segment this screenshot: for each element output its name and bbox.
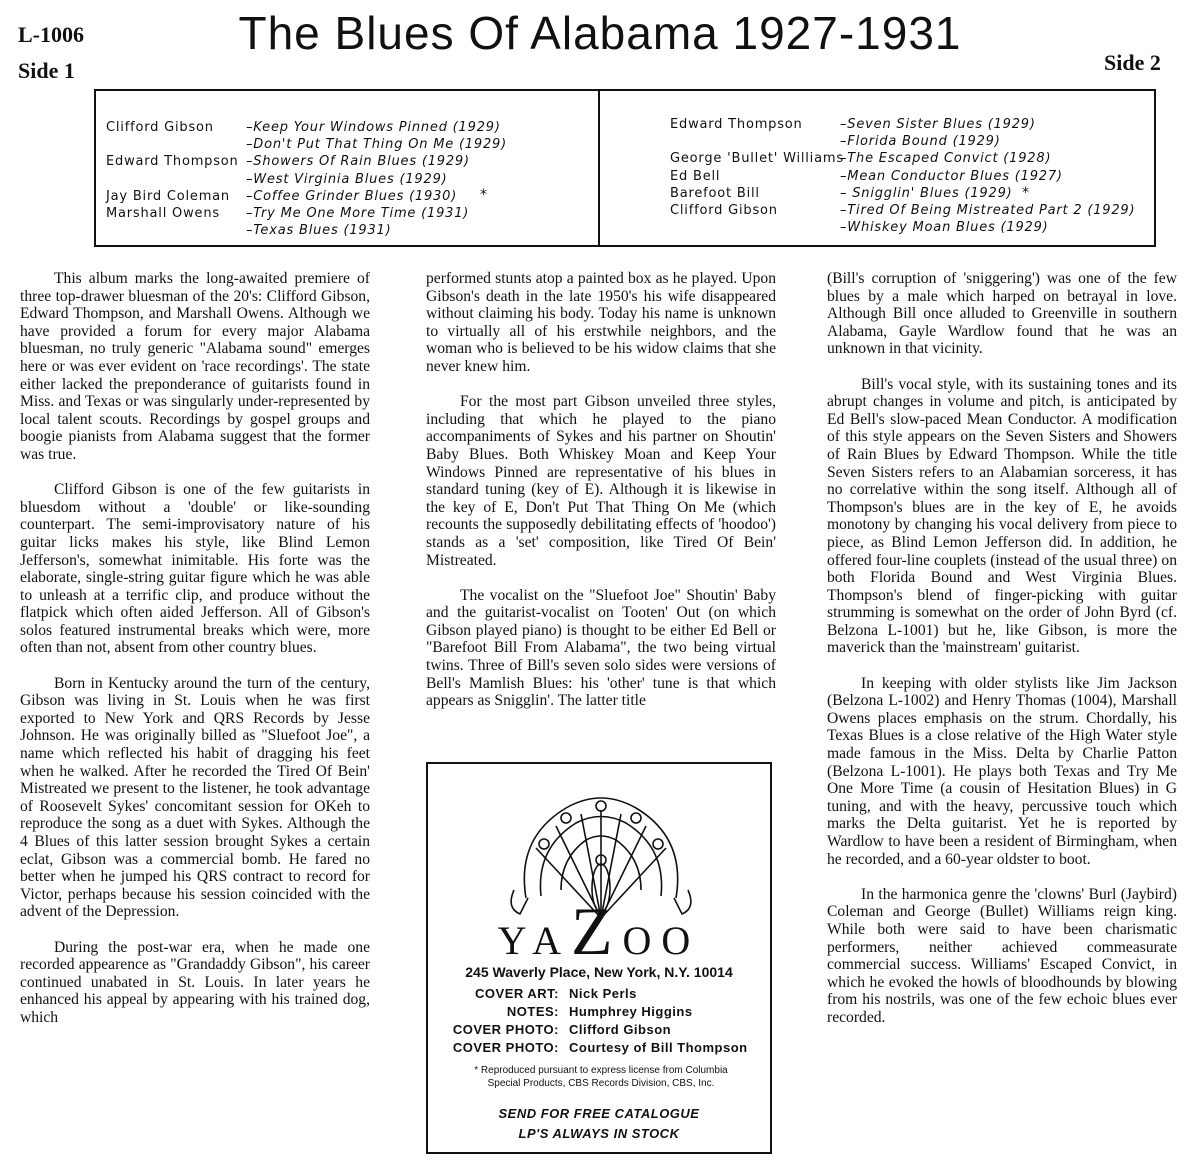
notes-column-3	[827, 270, 1177, 1162]
track-artist	[670, 133, 844, 150]
side2-artists	[670, 116, 844, 236]
credit-line	[428, 1022, 770, 1037]
track-artist	[106, 222, 239, 239]
track-artist	[106, 136, 239, 153]
track-title: –Mean Conductor Blues (1927)	[840, 168, 1063, 184]
track-artist: Jay Bird Coleman	[106, 188, 230, 204]
notes-paragraph: performed stunts atop a painted box as he played. Upon Gibson's death in the late 1950's his wife disappeared without claiming his body. Today his name is unknown to virtually all of his erstwhile neighbors, and the woman who is believed to be his widow claims that she never knew him.	[426, 270, 776, 375]
asterisk-marker: *	[480, 187, 487, 203]
credit-value: Courtesy of Bill Thompson	[569, 1040, 748, 1055]
notes-paragraph: In the harmonica genre the 'clowns' Burl (Jaybird) Coleman and George (Bullet) Williams reign king. While both were said to have been charismatic performers, neither achieved commeasurate commercial success. Williams' Escaped Convict, in which he evoked the howls of bloodhounds by blowing from his nostrils, was one of the few echoic blues ever recorded.	[827, 885, 1177, 1026]
credit-line	[428, 1040, 770, 1055]
notes-paragraph: This album marks the long-awaited premiere of three top-drawer bluesman of the 20's: Clifford Gibson, Edward Thompson, and Marshall Owens. Although we have provided a forum for every major Alabama bluesman, no truly generic "Alabama sound" emerges here or was ever evident on 'race recordings'. The state either lacked the preponderance of guitarists found in Miss. and Texas or was singularly under-represented by local talent scouts. Recordings by gospel groups and boogie pianists from Alabama suggest that the former was true.	[20, 270, 370, 463]
tracklist-box	[94, 89, 1156, 247]
catalogue-offer: SEND FOR FREE CATALOGUE	[498, 1106, 700, 1121]
track-title: – Snigglin' Blues (1929)	[840, 185, 1013, 201]
track-title: –Seven Sister Blues (1929)	[840, 117, 1036, 132]
license-notice: * Reproduced pursuant to express license from Columbia Special Products, CBS Records Division, CBS, Inc.	[474, 1065, 728, 1089]
track-artist: Ed Bell	[670, 168, 721, 184]
track-title: –Coffee Grinder Blues (1930)	[246, 188, 458, 204]
credit-value: Nick Perls	[569, 986, 637, 1001]
stock-notice: LP'S ALWAYS IN STOCK	[518, 1126, 680, 1141]
track-artist: Edward Thompson	[106, 154, 239, 170]
logo-text-left: YA	[497, 918, 571, 963]
track-title: –Texas Blues (1931)	[246, 223, 392, 239]
catalog-number: L-1006	[18, 22, 84, 47]
credit-value: Humphrey Higgins	[569, 1004, 693, 1019]
notes-column-2	[426, 270, 776, 750]
track-artist: George 'Bullet' Williams	[670, 151, 844, 167]
notes-paragraph: Born in Kentucky around the turn of the century, Gibson was living in St. Louis when he was first exported to New York and QRS Records by Jesse Johnson. He was originally billed as "Sluefoot Joe", a name which reflected his habit of dragging his feet when he walked. After he recorded the Tired Of Bein' Mistreated we present to the listener, he took advantage of Roosevelt Sykes' concomitant session for OKeh to reproduce the song as a duet with Sykes. Although the 4 Blues of this latter session brought Sykes a certain eclat, Gibson was a commercial bomb. He fared no better when he jumped his QRS contract to record for Victor, perhaps because his session coincided with the advent of the Depression.	[20, 674, 370, 921]
track-title: –Showers Of Rain Blues (1929)	[246, 154, 470, 170]
notes-paragraph: During the post-war era, when he made one recorded appearence as "Grandaddy Gibson", his career continued unabated in St. Louis. In later years he enhanced his appeal by appearing with his trained dog, which	[20, 938, 370, 1026]
logo-text-z: Z	[571, 893, 623, 969]
track-title: –West Virginia Blues (1929)	[246, 171, 448, 187]
label-ad-box	[426, 762, 772, 1154]
notes-paragraph: (Bill's corruption of 'sniggering') was one of the few blues by a male which harped on betrayal in love. Although Bill once alluded to Greenville in southern Alabama, Gayle Wardlow found that he was an unknown in that vicinity.	[827, 270, 1177, 358]
yazoo-logo	[428, 892, 770, 971]
notes-paragraph: The vocalist on the "Sluefoot Joe" Shoutin' Baby and the guitarist-vocalist on Tooten' Out (on which Gibson played piano) is thought to be either Ed Bell or "Barefoot Bill From Alabama", the two being virtual twins. Three of Bill's seven solo sides were versions of Bell's Mamlish Blues: his 'other' tune is that which appears as Snigglin'. The latter title	[426, 586, 776, 710]
side-1-label: Side 1	[18, 58, 75, 83]
track-artist: Clifford Gibson	[106, 120, 214, 135]
track-title: –Florida Bound (1929)	[840, 134, 1001, 150]
notes-paragraph: Clifford Gibson is one of the few guitarists in bluesdom without a 'double' or like-sounding counterpart. The semi-improvisatory nature of his guitar licks makes his style, like Blind Lemon Jefferson's, somewhat inimitable. His forte was the elaborate, single-string guitar figure which he was able to unleash at a terrific clip, and produce without the flatpick which often aided Jefferson. All of Gibson's solos featured instrumental breaks which were, more often than not, absent from other country blues.	[20, 481, 370, 657]
track-artist: Edward Thompson	[670, 117, 803, 132]
notes-column-1	[20, 270, 370, 1162]
asterisk-marker: *	[1022, 185, 1029, 201]
credit-label: COVER PHOTO:	[452, 1022, 559, 1037]
track-title: –Tired Of Being Mistreated Part 2 (1929)	[840, 203, 1136, 219]
side-2-label: Side 2	[1104, 50, 1161, 75]
credit-label: COVER PHOTO:	[452, 1040, 559, 1055]
credit-label: NOTES:	[506, 1004, 559, 1019]
album-title: The Blues Of Alabama 1927-1931	[238, 7, 962, 59]
tracklist-divider	[598, 91, 600, 245]
credit-label: COVER ART:	[475, 986, 559, 1001]
track-title: –Don't Put That Thing On Me (1929)	[246, 137, 507, 153]
notes-paragraph: For the most part Gibson unveiled three styles, including that which he played to the piano accompaniments of Sykes and his partner on Shoutin' Baby Blues. Both Whiskey Moan and Keep Your Windows Pinned are representative of his blues in standard tuning (key of E). Although it is likewise in the key of E, Don't Put That Thing On Me (which recounts the supposedly debilitating effects of 'hoodoo') stands as a 'set' composition, like Tired Of Bein' Mistreated.	[426, 393, 776, 569]
credit-value: Clifford Gibson	[569, 1022, 672, 1037]
logo-text-right: OO	[622, 918, 701, 963]
track-title: –The Escaped Convict (1928)	[840, 151, 1052, 167]
track-artist	[106, 171, 239, 188]
side1-artists	[106, 119, 239, 239]
credit-line	[428, 986, 770, 1001]
side1-songs	[246, 119, 507, 239]
track-artist: Barefoot Bill	[670, 185, 760, 201]
track-artist: Clifford Gibson	[670, 203, 778, 219]
credit-line	[428, 1004, 770, 1019]
notes-paragraph: In keeping with older stylists like Jim Jackson (Belzona L-1002) and Henry Thomas (1004), Marshall Owens places emphasis on the strum. Chordally, his Texas Blues is a close relative of the High Water style made famous in the Miss. Delta by Charlie Patton (Belzona L-1001). He plays both Texas and Try Me One More Time (a cousin of Hesitation Blues) in G tuning, and with the heavy, percussive touch which marks the Delta guitarist. Yet he is reported by Wardlow to have been a resident of Birmingham, when he recorded, and a 60-year oldster to boot.	[827, 674, 1177, 868]
track-title: –Try Me One More Time (1931)	[246, 206, 470, 222]
track-artist	[670, 219, 844, 236]
label-address: 245 Waverly Place, New York, N.Y. 10014	[465, 964, 733, 980]
track-title: –Keep Your Windows Pinned (1929)	[246, 120, 501, 135]
side2-songs	[840, 116, 1135, 236]
track-title: –Whiskey Moan Blues (1929)	[840, 220, 1049, 236]
notes-paragraph: Bill's vocal style, with its sustaining tones and its abrupt changes in volume and pitch, is anticipated by Ed Bell's slow-paced Mean Conductor. A modification of this style appears on the Seven Sisters and Showers of Rain Blues by Edward Thompson. While the title Seven Sisters refers to an Alabamian sorceress, it has no correlative within the song itself. Although all of Thompson's blues are in the key of E, he avoids monotony by changing his vocal delivery from piece to piece, as Blind Lemon Jefferson did. In addition, he offered four-line couplets (instead of the usual three) on both Florida Bound and West Virginia Blues. Thompson's blend of finger-picking with guitar strumming is somewhat on the order of John Byrd (cf. Belzona L-1001) but he, like Gibson, is more the maverick than the 'mainstream' guitarist.	[827, 375, 1177, 657]
track-artist: Marshall Owens	[106, 206, 220, 222]
